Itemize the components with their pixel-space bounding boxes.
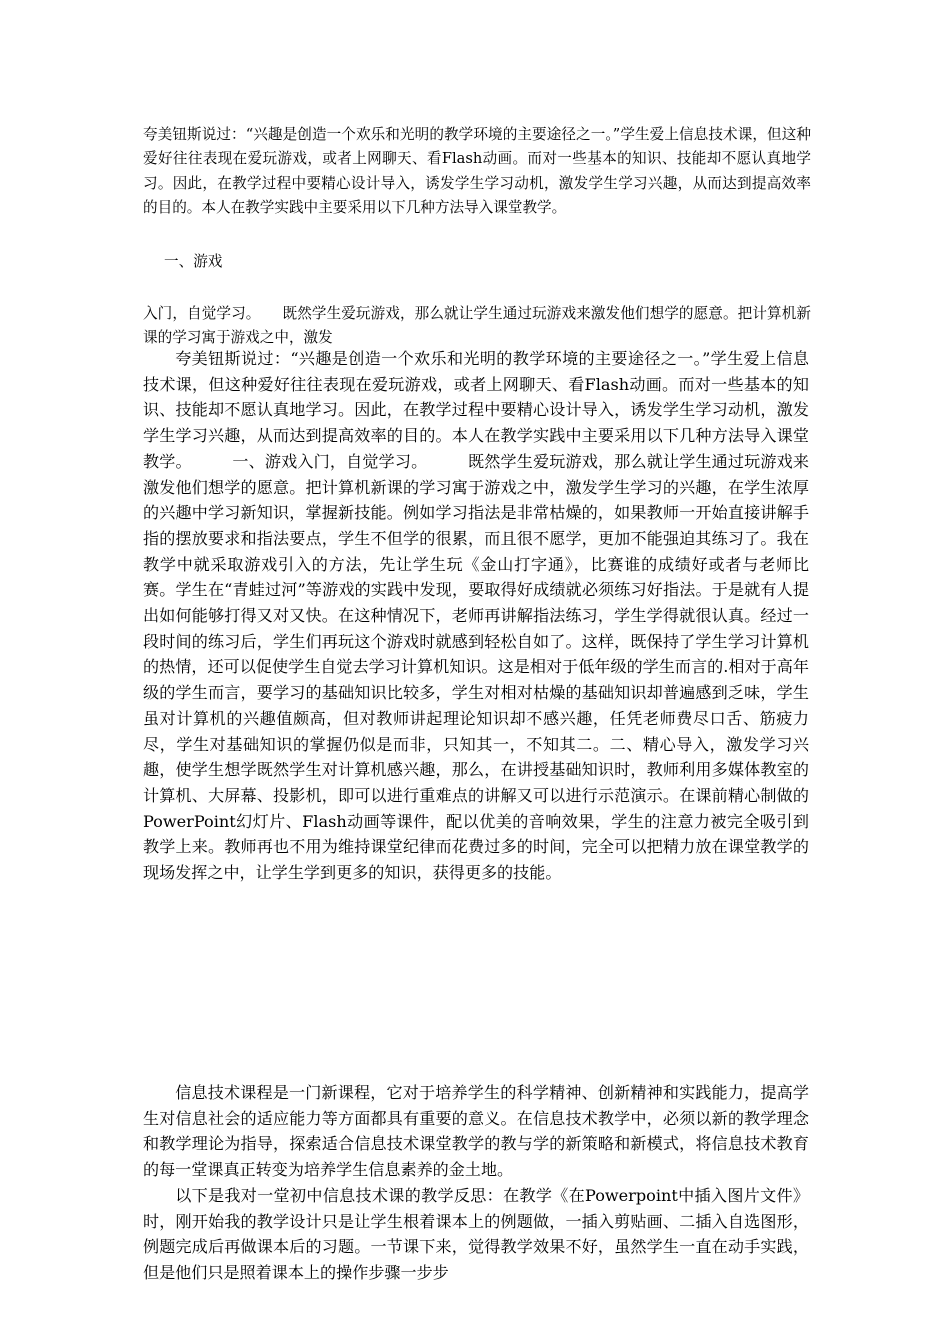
main-body-paragraph: 夸美钮斯说过：“兴趣是创造一个欢乐和光明的教学环境的主要途径之一。”学生爱上信息技术课，但这种爱好往往表现在爱玩游戏，或者上网聊天、看Flash动画。而对一些基本的知识、技能却不愿认真地学习。因此，在教学过程中要精心设计导入，诱发学生学习动机，激发学生学习兴趣，从而达到提高效率的目的。本人在教学实践中主要采用以下几种方法导入课堂教学。 一、游戏入门，自觉学习。 既然学生爱玩游戏，那么就让学生通过玩游戏来激发他们想学的愿意。把计算机新课的学习寓于游戏之中，激发学生学习的兴趣，在学生浓厚的兴趣中学习新知识，掌握新技能。例如学习指法是非常枯燥的，如果教师一开始直接讲解手指的摆放要求和指法要点，学生不但学的很累，而且很不愿学，更加不能强迫其练习了。我在教学中就采取游戏引入的方法，先让学生玩《金山打字通》，比赛谁的成绩好或者与老师比赛。学生在“青蛙过河”等游戏的实践中发现，要取得好成绩就必须练习好指法。于是就有人提出如何能够打得又对又快。在这种情况下，老师再讲解指法练习，学生学得就很认真。经过一段时间的练习后，学生们再玩这个游戏时就感到轻松自如了。这样，既保持了学生学习计算机的热情，还可以促使学生自觉去学习计算机知识。这是相对于低年级的学生而言的.相对于高年级的学生而言，要学习的基础知识比较多，学生对相对枯燥的基础知识却普遍感到乏味，学生虽对计算机的兴趣值颇高，但对教师讲起理论知识却不感兴趣，任凭老师费尽口舌、筋疲力尽，学生对基础知识的掌握仍似是而非，只知其一，不知其二。二、精心导入，激发学习兴趣，使学生想学既然学生对计算机感兴趣，那么，在讲授基础知识时，教师利用多媒体教室的计算机、大屏幕、投影机，即可以进行重难点的讲解又可以进行示范演示。在课前精心制做的PowerPoint幻灯片、Flash动画等课件，配以优美的音响效果，学生的注意力被完全吸引到教学上来。教师再也不用为维持课堂纪律而花费过多的时间，完全可以把精力放在课堂教学的现场发挥之中，让学生学到更多的知识，获得更多的技能。 — [143, 349, 809, 883]
it-course-paragraph: 信息技术课程是一门新课程，它对于培养学生的科学精神、创新精神和实践能力，提高学生对信息社会的适应能力等方面都具有重要的意义。在信息技术教学中，必须以新的教学理念和教学理论为指导，探索适合信息技术课堂教学的教与学的新策略和新模式，将信息技术教育的每一堂课真正转变为培养学生信息素养的金土地。 — [143, 1083, 809, 1180]
reflection-paragraph: 以下是我对一堂初中信息技术课的教学反思：在教学《在Powerpoint中插入图片文件》时，刚开始我的教学设计只是让学生根着课本上的例题做，一插入剪贴画、二插入自选图形，例题完成后再做课本后的习题。一节课下来，觉得教学效果不好，虽然学生一直在动手实践，但是他们只是照着课本上的操作步骤一步步 — [143, 1186, 809, 1283]
game-lead-paragraph: 入门，自觉学习。 既然学生爱玩游戏，那么就让学生通过玩游戏来激发他们想学的愿意。把计算机新课的学习寓于游戏之中，激发 — [143, 305, 811, 347]
intro-paragraph: 夸美钮斯说过：“兴趣是创造一个欢乐和光明的教学环境的主要途径之一。”学生爱上信息技术课，但这种爱好往往表现在爱玩游戏，或者上网聊天、看Flash动画。而对一些基本的知识、技能却不愿认真地学习。因此，在教学过程中要精心设计导入，诱发学生学习动机，激发学生学习兴趣，从而达到提高效率的目的。本人在教学实践中主要采用以下几种方法导入课堂教学。 — [143, 126, 811, 217]
section-heading-game: 一、游戏 — [164, 253, 223, 270]
